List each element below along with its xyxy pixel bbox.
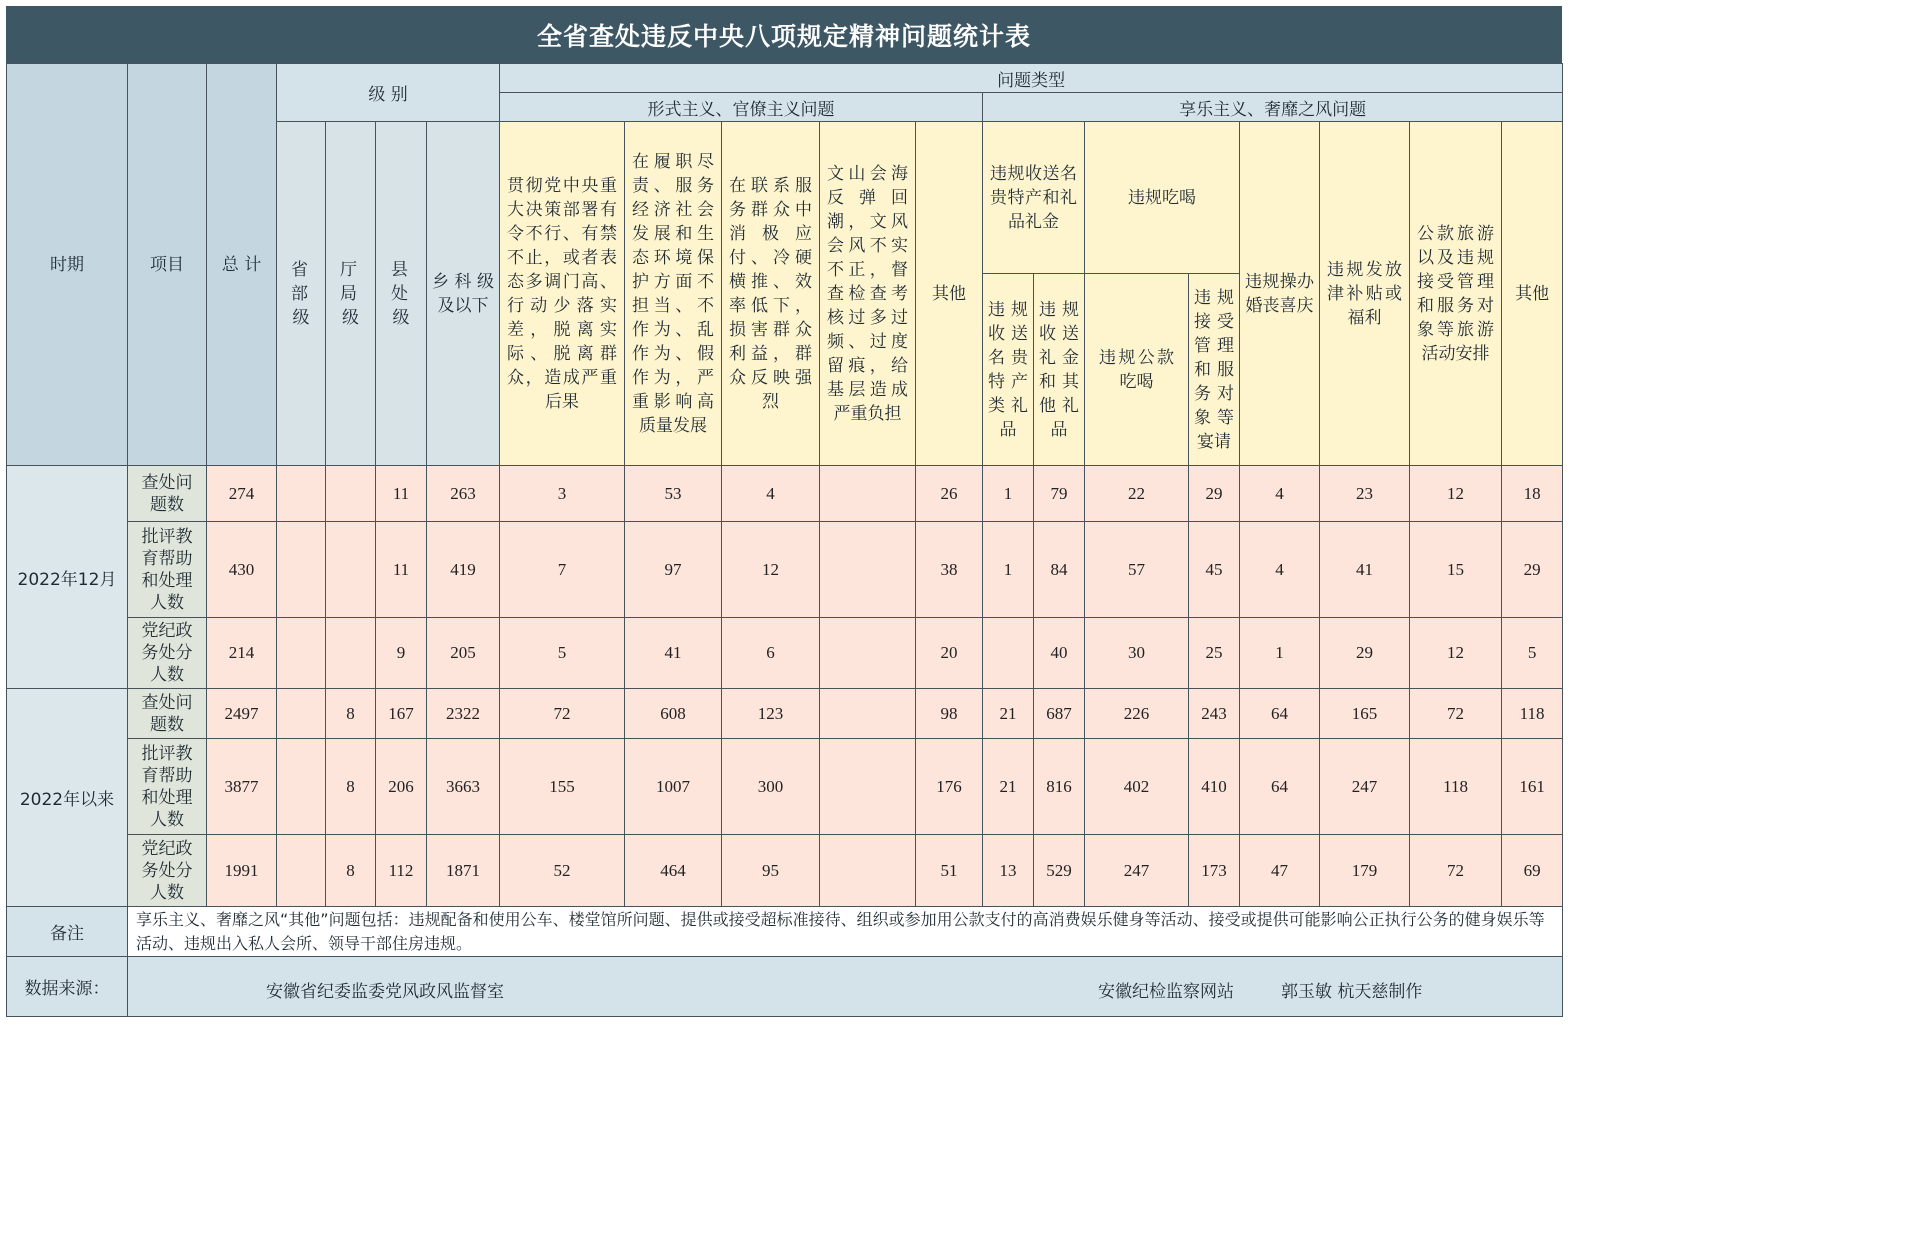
header-level: 级 别 (277, 64, 500, 122)
data-cell: 464 (625, 835, 722, 907)
data-cell: 72 (500, 689, 625, 739)
source-cell (128, 957, 1563, 1017)
source-makers: 郭玉敏 杭天慈制作 (1281, 982, 1423, 1002)
data-cell (820, 522, 916, 618)
data-cell: 243 (1189, 689, 1240, 739)
header-problem-type: 问题类型 (500, 64, 1563, 93)
header-dining-public: 违规公款吃喝 (1085, 274, 1189, 466)
table-row (7, 739, 1563, 835)
data-cell: 29 (1320, 618, 1410, 689)
data-cell: 12 (722, 522, 820, 618)
header-formalism-service: 在联系服务群众中消极应付、冷硬横推、效率低下，损害群众利益，群众反映强烈 (722, 122, 820, 466)
note-label: 备注 (7, 907, 128, 957)
data-cell: 47 (1240, 835, 1320, 907)
header-gift-specialty: 违规收送名贵特产类礼品 (983, 274, 1034, 466)
data-cell: 29 (1502, 522, 1563, 618)
header-dining-banquet: 违规接受管理和服务对象等宴请 (1189, 274, 1240, 466)
data-cell (326, 466, 376, 522)
statistics-table (6, 63, 1563, 1017)
data-cell: 8 (326, 689, 376, 739)
data-cell (277, 618, 326, 689)
data-cell: 2497 (207, 689, 277, 739)
data-cell: 118 (1410, 739, 1502, 835)
header-period: 时期 (7, 64, 128, 466)
header-level-bureau: 厅局级 (326, 122, 376, 466)
row-label: 查处问题数 (128, 466, 207, 522)
data-cell: 7 (500, 522, 625, 618)
header-hedonism-tourism: 公款旅游以及违规接受管理和服务对象等旅游活动安排 (1410, 122, 1502, 466)
data-cell (983, 618, 1034, 689)
data-cell: 1 (983, 466, 1034, 522)
data-cell: 205 (427, 618, 500, 689)
data-cell (820, 689, 916, 739)
data-cell: 29 (1189, 466, 1240, 522)
note-text: 享乐主义、奢靡之风“其他”问题包括：违规配备和使用公车、楼堂馆所问题、提供或接受超标准接待、组织或参加用公款支付的高消费娱乐健身等活动、接受或提供可能影响公正执行公务的健身娱乐等活动、违规出入私人会所、领导干部住房违规。 (128, 907, 1563, 957)
header-item: 项目 (128, 64, 207, 466)
row-label: 党纪政务处分人数 (128, 835, 207, 907)
data-cell: 161 (1502, 739, 1563, 835)
data-cell (277, 689, 326, 739)
data-cell: 64 (1240, 739, 1320, 835)
table-row (7, 466, 1563, 522)
data-cell: 72 (1410, 835, 1502, 907)
data-cell: 155 (500, 739, 625, 835)
data-cell: 9 (376, 618, 427, 689)
data-cell: 8 (326, 739, 376, 835)
header-formalism-decision: 贯彻党中央重大决策部署有令不行、有禁不止，或者表态多调门高、行动少落实差，脱离实际、脱离群众，造成严重后果 (500, 122, 625, 466)
data-cell: 247 (1320, 739, 1410, 835)
data-cell: 608 (625, 689, 722, 739)
data-cell: 57 (1085, 522, 1189, 618)
data-cell: 41 (1320, 522, 1410, 618)
data-cell: 8 (326, 835, 376, 907)
header-hedonism-other: 其他 (1502, 122, 1563, 466)
data-cell: 18 (1502, 466, 1563, 522)
data-cell: 20 (916, 618, 983, 689)
data-cell: 419 (427, 522, 500, 618)
data-cell: 1871 (427, 835, 500, 907)
header-formalism-other: 其他 (916, 122, 983, 466)
header-hedonism-allowance: 违规发放津补贴或福利 (1320, 122, 1410, 466)
data-cell: 3877 (207, 739, 277, 835)
data-cell: 1 (983, 522, 1034, 618)
data-cell: 176 (916, 739, 983, 835)
source-site: 安徽纪检监察网站 (1098, 982, 1234, 1002)
data-cell: 79 (1034, 466, 1085, 522)
period-label: 2022年12月 (7, 466, 128, 689)
data-cell: 11 (376, 522, 427, 618)
data-cell: 1 (1240, 618, 1320, 689)
data-cell: 97 (625, 522, 722, 618)
data-cell (277, 522, 326, 618)
data-cell: 53 (625, 466, 722, 522)
data-cell: 402 (1085, 739, 1189, 835)
data-cell: 51 (916, 835, 983, 907)
data-cell: 23 (1320, 466, 1410, 522)
data-cell: 410 (1189, 739, 1240, 835)
data-cell: 226 (1085, 689, 1189, 739)
data-cell: 15 (1410, 522, 1502, 618)
source-label: 数据来源： (7, 957, 128, 1017)
data-cell (820, 466, 916, 522)
data-cell: 1991 (207, 835, 277, 907)
data-cell: 72 (1410, 689, 1502, 739)
data-cell: 167 (376, 689, 427, 739)
data-cell: 1007 (625, 739, 722, 835)
header-total: 总 计 (207, 64, 277, 466)
data-cell: 11 (376, 466, 427, 522)
data-cell: 300 (722, 739, 820, 835)
statistics-sheet (6, 6, 1562, 1018)
data-cell: 95 (722, 835, 820, 907)
source-org: 安徽省纪委监委党风政风监督室 (266, 982, 504, 1002)
data-cell: 214 (207, 618, 277, 689)
table-row (7, 835, 1563, 907)
data-cell: 45 (1189, 522, 1240, 618)
data-cell: 13 (983, 835, 1034, 907)
row-label: 批评教育帮助和处理人数 (128, 522, 207, 618)
row-label: 查处问题数 (128, 689, 207, 739)
header-hedonism-group: 享乐主义、奢靡之风问题 (983, 93, 1563, 122)
data-cell: 206 (376, 739, 427, 835)
data-cell: 687 (1034, 689, 1085, 739)
table-row (7, 618, 1563, 689)
data-cell: 22 (1085, 466, 1189, 522)
data-cell (277, 835, 326, 907)
table-row (7, 522, 1563, 618)
header-dining-group: 违规吃喝 (1085, 122, 1240, 274)
data-cell: 2322 (427, 689, 500, 739)
data-cell: 3663 (427, 739, 500, 835)
data-cell: 41 (625, 618, 722, 689)
data-cell (277, 466, 326, 522)
data-cell (277, 739, 326, 835)
data-cell: 26 (916, 466, 983, 522)
data-cell (820, 835, 916, 907)
data-cell: 529 (1034, 835, 1085, 907)
data-cell: 165 (1320, 689, 1410, 739)
data-cell: 4 (722, 466, 820, 522)
data-cell: 6 (722, 618, 820, 689)
data-cell: 263 (427, 466, 500, 522)
data-cell: 816 (1034, 739, 1085, 835)
row-label: 党纪政务处分人数 (128, 618, 207, 689)
header-level-county: 县处级 (376, 122, 427, 466)
data-cell: 274 (207, 466, 277, 522)
data-cell: 64 (1240, 689, 1320, 739)
data-cell (820, 739, 916, 835)
header-gift-group: 违规收送名贵特产和礼品礼金 (983, 122, 1085, 274)
data-cell: 40 (1034, 618, 1085, 689)
data-cell: 38 (916, 522, 983, 618)
data-cell: 4 (1240, 466, 1320, 522)
data-cell: 21 (983, 739, 1034, 835)
data-cell (326, 522, 376, 618)
header-formalism-meetings: 文山会海反弹回潮，文风会风不实不正，督查检查考核过多过频、过度留痕，给基层造成严重负担 (820, 122, 916, 466)
data-cell: 118 (1502, 689, 1563, 739)
data-cell: 179 (1320, 835, 1410, 907)
data-cell: 3 (500, 466, 625, 522)
data-cell: 5 (1502, 618, 1563, 689)
data-cell: 84 (1034, 522, 1085, 618)
data-cell: 4 (1240, 522, 1320, 618)
data-cell: 12 (1410, 618, 1502, 689)
data-cell: 430 (207, 522, 277, 618)
table-title: 全省查处违反中央八项规定精神问题统计表 (6, 6, 1562, 63)
data-cell: 52 (500, 835, 625, 907)
data-cell: 173 (1189, 835, 1240, 907)
data-cell: 12 (1410, 466, 1502, 522)
data-cell: 30 (1085, 618, 1189, 689)
header-level-provincial: 省部级 (277, 122, 326, 466)
data-cell: 69 (1502, 835, 1563, 907)
row-label: 批评教育帮助和处理人数 (128, 739, 207, 835)
data-cell (820, 618, 916, 689)
data-cell: 247 (1085, 835, 1189, 907)
table-row (7, 689, 1563, 739)
period-label: 2022年以来 (7, 689, 128, 907)
data-cell: 112 (376, 835, 427, 907)
header-level-township: 乡科级及以下 (427, 122, 500, 466)
data-cell: 98 (916, 689, 983, 739)
header-formalism-group: 形式主义、官僚主义问题 (500, 93, 983, 122)
data-cell: 21 (983, 689, 1034, 739)
data-cell: 5 (500, 618, 625, 689)
header-gift-cash: 违规收送礼金和其他礼品 (1034, 274, 1085, 466)
data-cell: 123 (722, 689, 820, 739)
data-cell (326, 618, 376, 689)
header-formalism-duty: 在履职尽责、服务经济社会发展和生态环境保护方面不担当、不作为、乱作为、假作为，严重影响高质量发展 (625, 122, 722, 466)
data-cell: 25 (1189, 618, 1240, 689)
header-hedonism-ceremonies: 违规操办婚丧喜庆 (1240, 122, 1320, 466)
